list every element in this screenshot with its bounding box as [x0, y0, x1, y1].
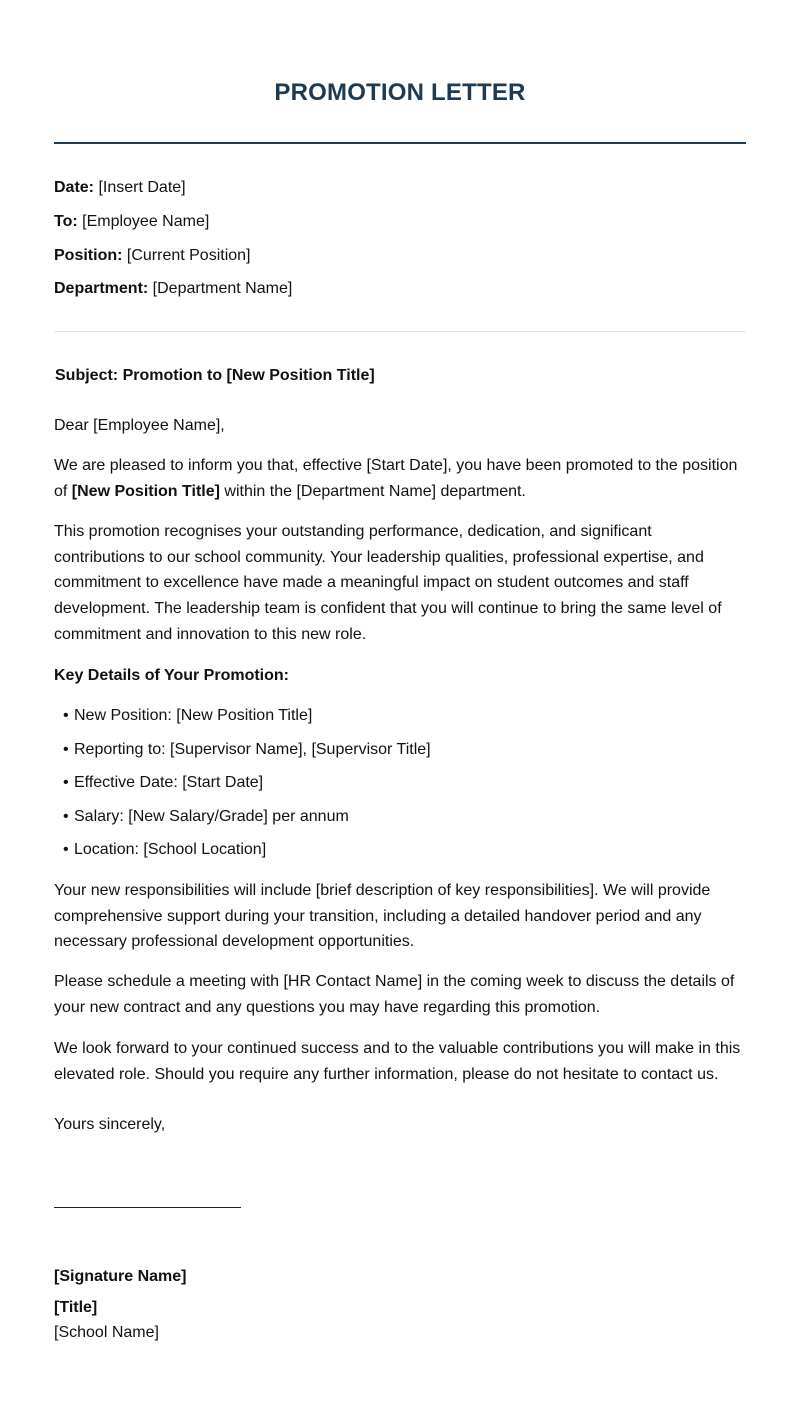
paragraph-announcement-tail: within the [Department Name] department.: [219, 482, 526, 500]
list-item: [63, 773, 431, 807]
list-item-text: Salary: [New Salary/Grade] per annum: [74, 807, 349, 825]
bullet-icon: •: [63, 774, 69, 791]
list-item: [63, 807, 431, 841]
bullet-icon: •: [63, 841, 69, 858]
meta-to: [54, 212, 209, 232]
meta-position-value: [Current Position]: [122, 247, 251, 264]
meta-date: [54, 178, 186, 198]
signature-title: [Title]: [54, 1299, 98, 1316]
paragraph-announcement-text: We are pleased to inform you that, effective [Start Date], you have been promoted to the position of: [54, 457, 738, 500]
paragraph-recognition: This promotion recognises your outstanding performance, dedication, and significant contributions to our school community. Your leadership qualities, professional expertise, and commitment to excellence have made a meaningful impact on student outcomes and staff development. The leadership team is confident that you will continue to bring the same level of commitment and innovation to this new role.: [54, 523, 722, 643]
meta-to-label: To:: [54, 213, 78, 230]
meta-date-value: [Insert Date]: [94, 179, 186, 196]
list-item: [63, 740, 431, 774]
details-list: [63, 706, 431, 874]
page-title: PROMOTION LETTER: [274, 79, 526, 106]
subject-line: Subject: Promotion to [New Position Title]: [55, 367, 375, 384]
bullet-icon: •: [63, 807, 69, 825]
meta-department-label: Department:: [54, 280, 149, 297]
list-item: [63, 840, 431, 874]
signature-school: [School Name]: [54, 1324, 159, 1341]
list-item-text: Effective Date: [Start Date]: [74, 774, 264, 791]
signature-name: [Signature Name]: [54, 1268, 187, 1285]
title-divider: [54, 142, 746, 144]
meta-position: [54, 246, 251, 266]
meta-department: [54, 279, 292, 299]
meta-divider: [54, 331, 746, 332]
meta-position-label: Position:: [54, 247, 123, 264]
meta-department-value: [Department Name]: [148, 280, 293, 297]
signature-line: [54, 1207, 241, 1208]
closing-salutation: Yours sincerely,: [54, 1116, 166, 1133]
paragraph-meeting: Please schedule a meeting with [HR Contact Name] in the coming week to discuss the details of your new contract and any questions you may have regarding this promotion.: [54, 973, 735, 1016]
meta-to-value: [Employee Name]: [77, 213, 210, 230]
paragraph-closing: We look forward to your continued success and to the valuable contributions you will make in this elevated role. Should you require any further information, please do not hesitate to contact us.: [54, 1040, 741, 1083]
list-item-text: New Position: [New Position Title]: [74, 707, 313, 724]
list-item-text: Location: [School Location]: [74, 841, 267, 858]
salutation: Dear [Employee Name],: [54, 417, 225, 434]
bullet-icon: •: [63, 707, 69, 724]
paragraph-announcement: [54, 453, 746, 504]
paragraph-responsibilities: Your new responsibilities will include [brief description of key responsibilities]. We will provide comprehensive support during your transition, including a detailed handover period and any necessary professional development opportunities.: [54, 882, 711, 951]
list-item-text: Reporting to: [Supervisor Name], [Supervisor Title]: [74, 740, 431, 758]
details-heading: Key Details of Your Promotion:: [54, 667, 289, 684]
meta-date-label: Date:: [54, 179, 95, 196]
bullet-icon: •: [63, 740, 69, 758]
list-item: [63, 706, 431, 740]
new-position-title: [New Position Title]: [71, 482, 220, 500]
